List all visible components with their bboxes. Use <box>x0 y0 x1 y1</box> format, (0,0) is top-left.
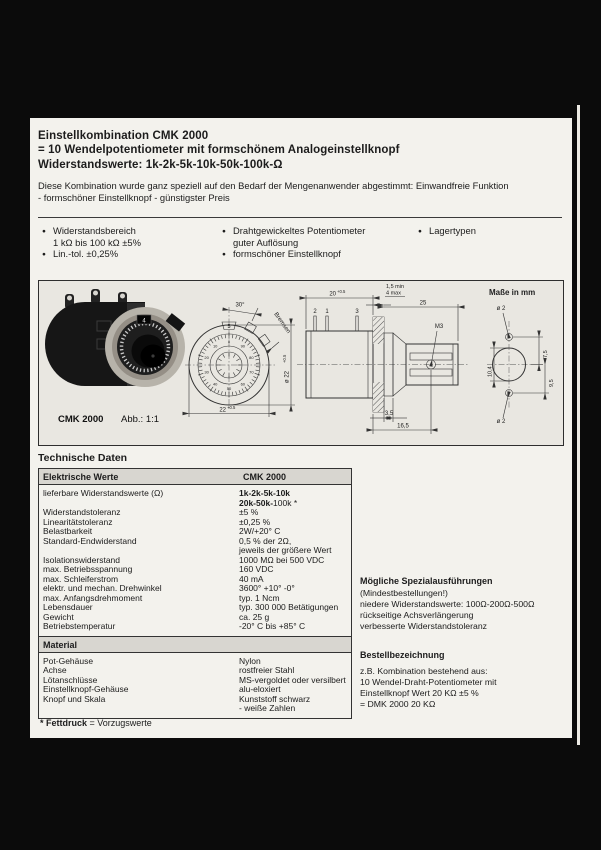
row-label <box>43 704 239 714</box>
ordering-info-lines <box>360 666 565 710</box>
technical-data-table <box>38 468 352 719</box>
dial-number: 0 <box>227 338 231 344</box>
photo-model-label: CMK 2000 <box>58 414 104 425</box>
table-row <box>39 657 351 667</box>
row-value: MS-vergoldet oder versilbert <box>239 674 346 685</box>
row-label: Lötanschlüsse <box>43 674 98 685</box>
special-versions-lines <box>360 588 565 632</box>
row-label: Standard-Endwiderstand <box>43 535 137 546</box>
row-label: Linearitätstoleranz <box>43 516 113 527</box>
footnote <box>40 718 152 728</box>
section-heading-technische-daten: Technische Daten <box>38 452 128 464</box>
list-item <box>222 248 365 260</box>
row-value: 20k-50k-100k * <box>239 497 298 508</box>
table-header-label: Elektrische Werte <box>43 472 119 482</box>
dial-number: 90 <box>240 343 246 349</box>
list-item <box>222 237 365 249</box>
footnote-marker: * Fettdruck <box>40 718 88 728</box>
dial-number: 70 <box>249 369 254 375</box>
table-row <box>39 695 351 705</box>
row-value: typ. 300 000 Betätigungen <box>239 602 339 612</box>
special-versions-block <box>360 576 565 632</box>
width-tolerance: +0.5 <box>227 405 236 410</box>
table-row <box>39 489 351 499</box>
row-value: Kunststoff schwarz <box>239 693 311 704</box>
intro-paragraph <box>38 180 509 203</box>
screw-label: M3 <box>434 324 444 330</box>
bullet-icon: ● <box>222 228 226 235</box>
page-title <box>38 129 400 172</box>
terminal-label: 1 <box>325 309 329 315</box>
table-row <box>39 622 351 632</box>
technical-drawing-panel <box>38 280 564 446</box>
dial-number: 80 <box>249 355 254 361</box>
diameter-tolerance: +0.5 <box>282 354 287 363</box>
list-item: rückseitige Achsverlängerung <box>360 609 474 620</box>
footnote-text: = Vorzugswerte <box>89 718 152 728</box>
datasheet-page <box>30 118 572 738</box>
list-item: niedere Widerstandswerte: 100Ω-200Ω-500Ω <box>360 598 535 609</box>
row-label: Pot-Gehäuse <box>43 655 94 666</box>
lower-hole-distance: 9,5 <box>549 379 555 387</box>
panel-max-dimension: 4 max <box>386 290 401 297</box>
electrical-values-body <box>39 485 351 636</box>
row-label: elektr. und mechan. Drehwinkel <box>43 583 162 593</box>
row-value: - weiße Zahlen <box>239 703 296 713</box>
list-item-text: Lin.-tol. ±0,25% <box>53 248 119 260</box>
title-line-1: Einstellkombination CMK 2000 <box>38 130 209 142</box>
cutout-diameter-dimension: 10,4 <box>487 366 494 377</box>
material-values-body <box>39 653 351 718</box>
list-item-text: formschöner Einstellknopf <box>233 248 341 260</box>
row-label: Knopf und Skala <box>43 693 106 704</box>
row-value: Nylon <box>239 655 261 666</box>
row-value: jeweils der größere Wert <box>239 545 332 555</box>
knob-slot <box>410 353 452 360</box>
table-row <box>39 603 351 613</box>
feature-list-2 <box>222 225 365 260</box>
dial-window-number: 4 <box>142 318 146 325</box>
dial-number: 20 <box>204 355 209 361</box>
intro-line-2: - formschöner Einstellknopf - günstigster Preis <box>38 191 230 203</box>
row-value: alu-eloxiert <box>239 684 281 694</box>
front-view-drawing <box>185 303 295 418</box>
row-label: lieferbare Widerstandswerte (Ω) <box>43 488 164 498</box>
feature-list-1 <box>42 225 141 260</box>
terminal-label: 3 <box>355 309 359 315</box>
bullet-icon: ● <box>42 251 46 259</box>
width-dimension: 22 <box>219 407 226 414</box>
bullet-spacer <box>42 238 53 250</box>
row-label: max. Anfangsdrehmoment <box>43 592 143 603</box>
feature-list-3 <box>418 225 476 237</box>
flange-dimension: 3,5 <box>384 411 394 417</box>
bullet-icon: ● <box>222 251 226 259</box>
upper-hole-distance: 7,5 <box>543 350 549 358</box>
list-item <box>418 225 476 237</box>
row-value: 1000 MΩ bei 500 VDC <box>239 554 325 565</box>
top-hole-label: ø 2 <box>496 306 506 312</box>
list-item-text: Lagertypen <box>429 225 476 236</box>
row-label: Isolationswiderstand <box>43 554 121 565</box>
title-line-2: = 10 Wendelpotentiometer mit formschönem Analogeinstellknopf <box>38 144 400 157</box>
body-length-dimension: 20 <box>329 291 336 298</box>
list-item: 10 Wendel-Draht-Potentiometer mit <box>360 676 497 687</box>
angle-dimension: 30° <box>235 302 245 309</box>
list-item: = DMK 2000 20 KΩ <box>360 698 436 709</box>
row-value: 2W/+20° C <box>239 526 281 536</box>
dial-number: 60 <box>240 381 246 387</box>
row-label: Einstellknopf-Gehäuse <box>43 684 129 694</box>
list-item-text: Drahtgewickeltes Potentiometer <box>233 225 366 236</box>
bottom-hole-label: ø 2 <box>496 419 506 425</box>
row-value: typ. 1 Ncm <box>239 592 280 603</box>
list-item-text: guter Auflösung <box>233 236 299 248</box>
list-item <box>222 225 365 237</box>
row-label: Gewicht <box>43 611 74 622</box>
body-length-tolerance: +0.5 <box>337 289 346 294</box>
bullet-spacer <box>222 238 233 250</box>
photo-scale-label: Abb.: 1:1 <box>121 414 160 425</box>
dial-number: 50 <box>226 385 232 391</box>
units-label: Maße in mm <box>489 288 536 297</box>
terminal-label: 2 <box>313 309 317 315</box>
list-item-text: 1 kΩ bis 100 kΩ ±5% <box>53 236 141 248</box>
side-view-drawing <box>297 284 469 434</box>
row-label: Lebensdauer <box>43 602 93 612</box>
diameter-dimension: ø 22 <box>284 370 291 383</box>
row-label: max. Betriebsspannung <box>43 564 133 574</box>
front-window-number: 5 <box>227 324 231 331</box>
list-item: verbesserte Widerstandstoleranz <box>360 620 487 631</box>
panel-min-dimension: 1,5 min <box>386 284 405 290</box>
product-photo <box>45 289 185 387</box>
row-value: ±0,25 % <box>239 516 271 527</box>
horizontal-divider <box>38 217 562 218</box>
row-label: max. Schleiferstrom <box>43 573 119 584</box>
dial-number: 10 <box>212 343 218 349</box>
row-value: rostfreier Stahl <box>239 665 295 675</box>
title-line-3: Widerstandswerte: 1k-2k-5k-10k-50k-100k-Ω <box>38 158 283 171</box>
row-value: ±5 % <box>239 507 259 517</box>
table-row <box>39 704 351 714</box>
bullet-icon: ● <box>418 228 422 235</box>
front-length-dimension: 16,5 <box>397 423 409 430</box>
dial-number: 30 <box>204 369 209 375</box>
brake-label: Bremsen <box>272 311 292 335</box>
scan-edge-artifact <box>577 105 580 745</box>
list-item: z.B. Kombination bestehend aus: <box>360 666 488 676</box>
row-value: 0,5 % der 2Ω, <box>239 535 292 546</box>
row-value: 40 mA <box>239 573 264 584</box>
row-label: Widerstandstoleranz <box>43 507 121 517</box>
row-value: ca. 25 g <box>239 611 270 622</box>
terminal-pin <box>314 316 316 331</box>
bullet-icon: ● <box>42 228 46 235</box>
list-item-text: Widerstandsbereich <box>53 225 136 236</box>
list-item <box>42 248 141 260</box>
terminal-pin <box>356 316 358 331</box>
material-header-row: Material <box>39 636 351 653</box>
row-value: 160 VDC <box>239 564 274 574</box>
knob-length-dimension: 25 <box>419 300 427 307</box>
dial-number: 40 <box>212 381 218 387</box>
row-label: Belastbarkeit <box>43 526 93 536</box>
ordering-info-title: Bestellbezeichnung <box>360 650 445 660</box>
ordering-info-block <box>360 650 565 710</box>
list-item <box>42 225 141 237</box>
row-label: Achse <box>43 665 67 675</box>
table-header-row <box>39 469 351 485</box>
row-label: Betriebstemperatur <box>43 621 116 631</box>
row-value: 3600° +10° -0° <box>239 583 295 593</box>
list-item: Einstellknopf Wert 20 KΩ ±5 % <box>360 687 479 698</box>
list-item <box>42 237 141 249</box>
list-item: (Mindestbestellungen!) <box>360 588 448 598</box>
row-value: 1k-2k-5k-10k <box>239 488 291 498</box>
terminal-pin <box>326 316 328 331</box>
special-versions-title: Mögliche Spezialausführungen <box>360 576 493 586</box>
intro-line-1: Diese Kombination wurde ganz speziell auf den Bedarf der Mengenanwender abgestimmt: Einwandfreie Funktion <box>38 180 509 191</box>
row-value: -20° C bis +85° C <box>239 621 306 631</box>
technical-drawing <box>39 281 563 445</box>
table-header-value: CMK 2000 <box>243 472 287 482</box>
panel-cutout-drawing <box>487 306 555 425</box>
